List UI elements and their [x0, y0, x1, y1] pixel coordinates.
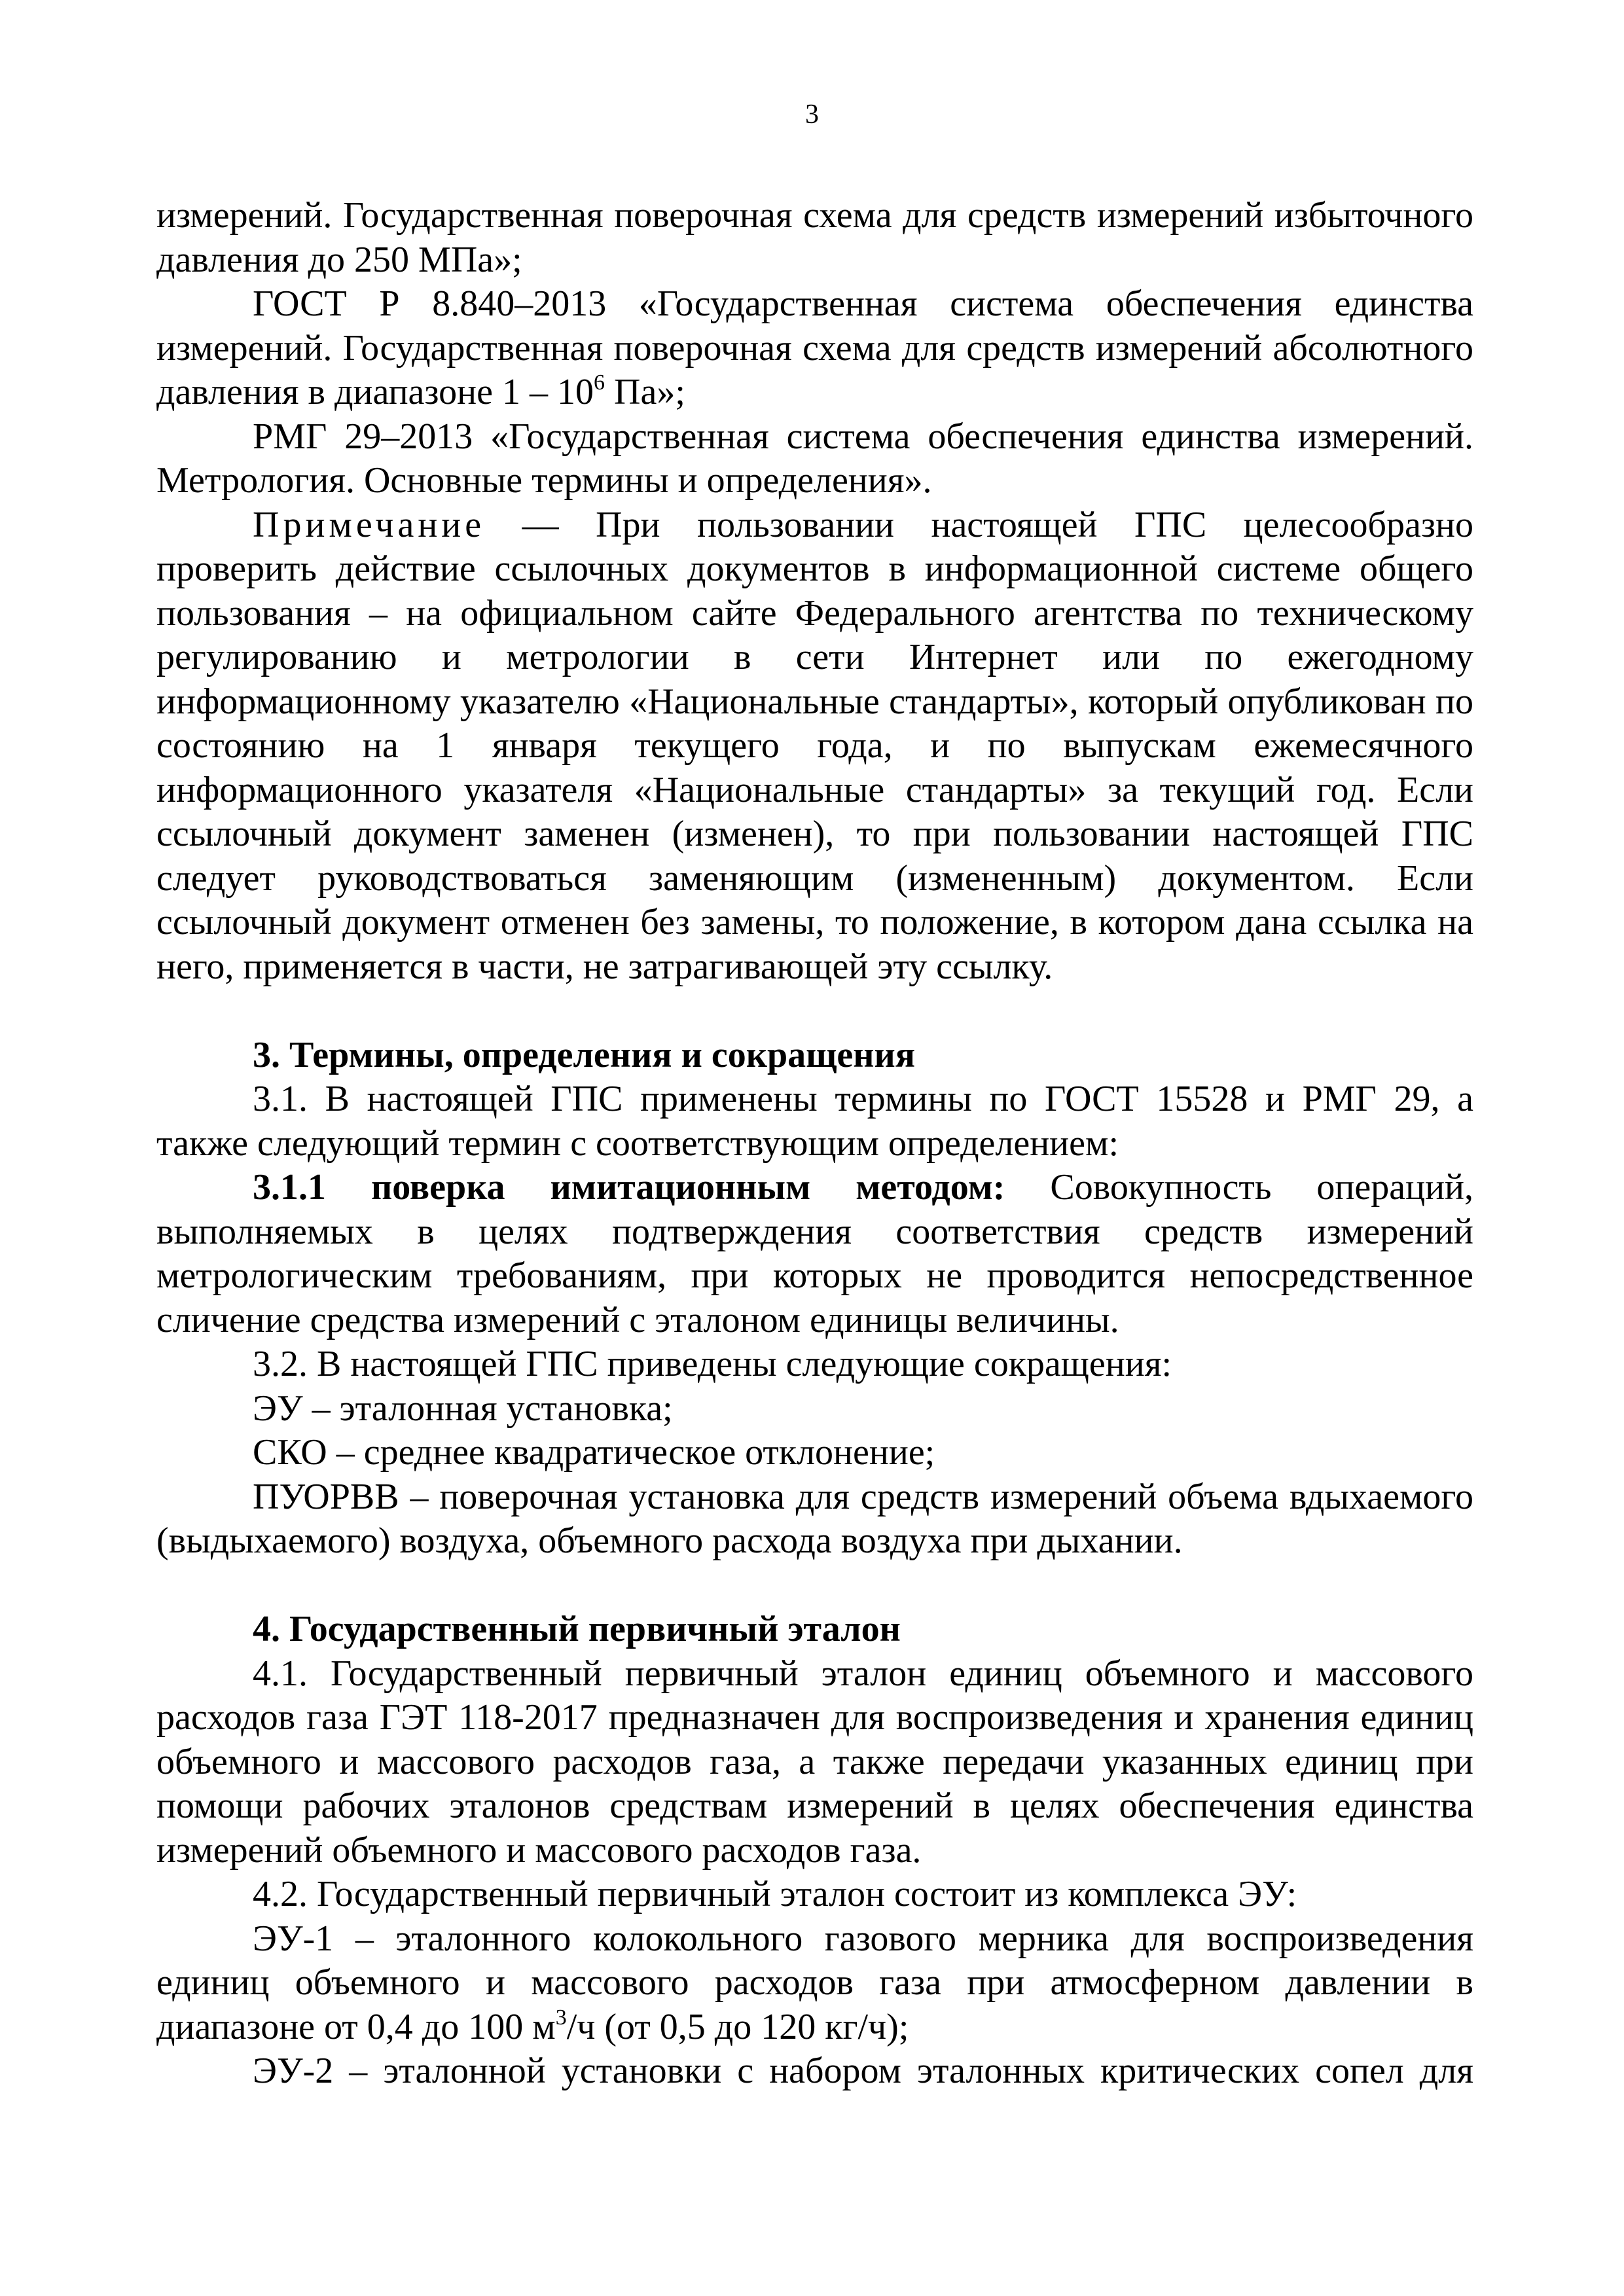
term-definition: Совокупность операций, выполняемых в целях подтверждения соответствия средств измерений метрологическим требованиям, при которых не проводится непосредственное сличение средства измерений с эталоном единицы величины. [156, 1167, 1473, 1340]
document-body [156, 194, 1473, 2094]
paragraph-gost-8-840 [156, 282, 1473, 415]
paragraph-3-1: 3.1. В настоящей ГПС применены термины по ГОСТ 15528 и РМГ 29, а также следующий термин с соответствующим определением: [156, 1079, 1473, 1164]
paragraph-4-1: 4.1. Государственный первичный эталон единиц объемного и массового расходов газа ГЭТ 118-2017 предназначен для воспроизведения и хранения единиц объемного и массового расходов газа, а также передачи указанных единиц при помощи рабочих эталонов средствам измерений в целях обеспечения единства измерений объемного и массового расходов газа. [156, 1653, 1473, 1871]
superscript: 6 [594, 370, 605, 395]
paragraph-rmg-29: РМГ 29–2013 «Государственная система обеспечения единства измерений. Метрология. Основные термины и определения». [156, 416, 1473, 501]
paragraph-continued: измерений. Государственная поверочная схема для средств измерений избыточного давления до 250 МПа»; [156, 195, 1473, 280]
paragraph-text-end: Па»; [605, 372, 685, 412]
note-label: Примечание [253, 504, 486, 545]
abbreviation-eu: ЭУ – эталонная установка; [253, 1388, 673, 1429]
page-number: 3 [805, 99, 819, 130]
section-3-title: 3. Термины, определения и сокращения [253, 1034, 916, 1075]
term-label: 3.1.1 поверка имитационным методом: [253, 1167, 1005, 1208]
paragraph-eu-2: ЭУ-2 – эталонной установки с набором эталонных критических сопел для [253, 2051, 1473, 2091]
paragraph-text-end: /ч (от 0,5 до 120 кг/ч); [566, 2006, 909, 2047]
abbreviation-sko: СКО – среднее квадратическое отклонение; [253, 1432, 935, 1473]
abbreviation-puorvv: ПУОРВВ – поверочная установка для средств измерений объема вдыхаемого (выдыхаемого) воздуха, объемного расхода воздуха при дыхании. [156, 1476, 1473, 1561]
paragraph-3-2: 3.2. В настоящей ГПС приведены следующие сокращения: [253, 1344, 1172, 1384]
paragraph-eu-1 [156, 1917, 1473, 2050]
note-text: — При пользовании настоящей ГПС целесообразно проверить действие ссылочных документов в информационной системе общего пользования – на официальном сайте Федерального агентства по техническому регулированию и метрологии в сети Интернет или по ежегодному информационному указателю «Национальные стандарты», который опубликован по состоянию на 1 января текущего года, и по выпускам ежемесячного информационного указателя «Национальные стандарты» за текущий год. Если ссылочный документ заменен (изменен), то при пользовании настоящей ГПС следует руководствоваться заменяющим (измененным) документом. Если ссылочный документ отменен без замены, то положение, в котором дана ссылка на него, применяется в части, не затрагивающей эту ссылку. [156, 504, 1473, 987]
superscript: 3 [555, 2005, 567, 2030]
note-paragraph [156, 503, 1473, 990]
paragraph-text: ГОСТ Р 8.840–2013 «Государственная система обеспечения единства измерений. Государственная поверочная схема для средств измерений абсолютного давления в диапазоне 1 – 10 [156, 283, 1473, 412]
paragraph-text: ЭУ-1 – эталонного колокольного газового мерника для воспроизведения единиц объемного и массового расходов газа при атмосферном давлении в диапазоне от 0,4 до 100 м [156, 1918, 1473, 2047]
paragraph-4-2: 4.2. Государственный первичный эталон состоит из комплекса ЭУ: [253, 1874, 1297, 1914]
paragraph-3-1-1 [156, 1166, 1473, 1342]
section-4-title: 4. Государственный первичный эталон [253, 1609, 901, 1649]
